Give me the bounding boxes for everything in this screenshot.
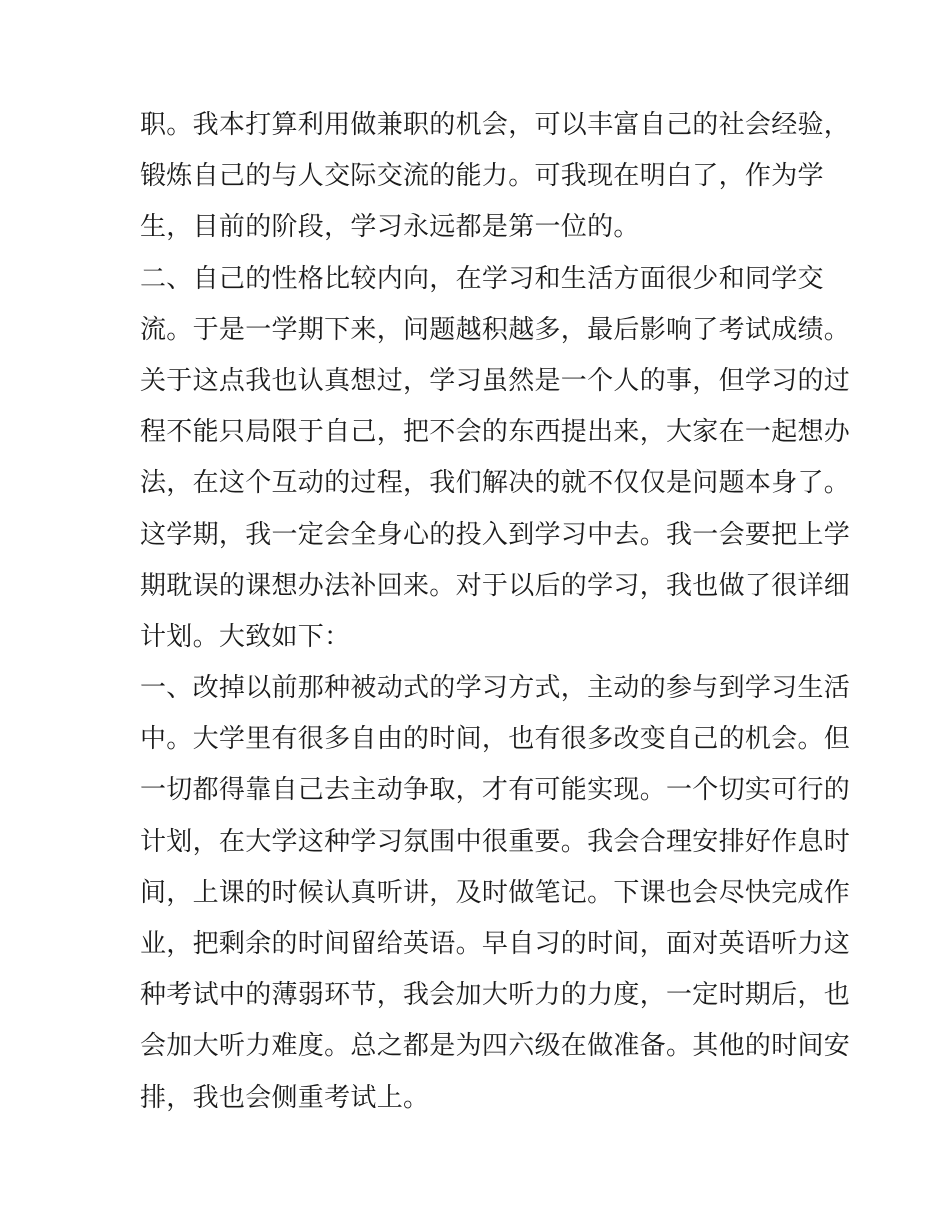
text-line: 这学期，我一定会全身心的投入到学习中去。我一会要把上学 bbox=[140, 519, 851, 550]
text-line: 法，在这个互动的过程，我们解决的就不仅仅是问题本身了。 bbox=[140, 468, 851, 499]
text-line: 中。大学里有很多自由的时间，也有很多改变自己的机会。但 bbox=[140, 724, 851, 755]
text-line: 间，上课的时候认真听讲，及时做笔记。下课也会尽快完成作 bbox=[140, 877, 851, 908]
body-text bbox=[140, 100, 851, 1124]
text-line: 关于这点我也认真想过，学习虽然是一个人的事，但学习的过 bbox=[140, 365, 851, 396]
text-line: 排，我也会侧重考试上。 bbox=[140, 1082, 430, 1113]
text-line: 一切都得靠自己去主动争取，才有可能实现。一个切实可行的 bbox=[140, 775, 851, 806]
text-line: 程不能只局限于自己，把不会的东西提出来，大家在一起想办 bbox=[140, 417, 851, 448]
text-line: 一、改掉以前那种被动式的学习方式，主动的参与到学习生活 bbox=[140, 673, 851, 704]
text-line: 生，目前的阶段，学习永远都是第一位的。 bbox=[140, 212, 640, 243]
text-line: 业，把剩余的时间留给英语。早自习的时间，面对英语听力这 bbox=[140, 929, 851, 959]
text-line: 会加大听力难度。总之都是为四六级在做准备。其他的时间安 bbox=[140, 1031, 851, 1062]
text-line: 计划，在大学这种学习氛围中很重要。我会合理安排好作息时 bbox=[140, 826, 851, 857]
text-line: 计划。大致如下： bbox=[140, 621, 351, 652]
text-line: 流。于是一学期下来，问题越积越多，最后影响了考试成绩。 bbox=[140, 314, 851, 345]
text-line: 期耽误的课想办法补回来。对于以后的学习，我也做了很详细 bbox=[140, 570, 851, 601]
text-line: 种考试中的薄弱环节，我会加大听力的力度，一定时期后，也 bbox=[140, 980, 851, 1011]
text-line: 职。我本打算利用做兼职的机会，可以丰富自己的社会经验， bbox=[140, 110, 851, 140]
text-line: 二、自己的性格比较内向，在学习和生活方面很少和同学交 bbox=[140, 263, 824, 294]
text-line: 锻炼自己的与人交际交流的能力。可我现在明白了，作为学 bbox=[140, 161, 824, 192]
